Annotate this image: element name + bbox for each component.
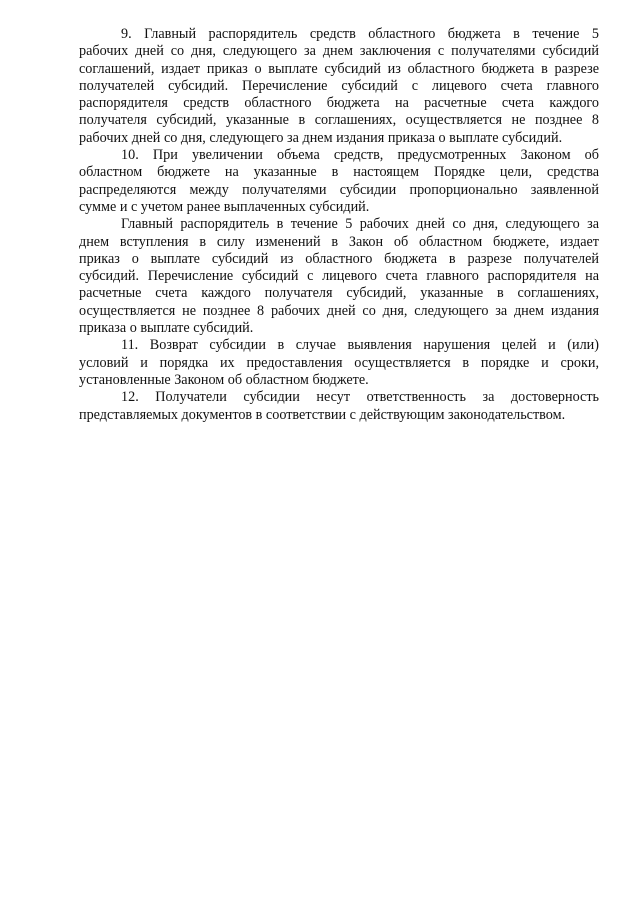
paragraph-line: получателей субсидий. Перечисление субсидий с лицевого счета главного xyxy=(79,77,599,94)
paragraph-line: приказ о выплате субсидий из областного бюджета в разрезе получателей xyxy=(79,250,599,267)
paragraph-item-9 xyxy=(79,26,599,147)
paragraph-line: расчетные счета каждого получателя субсидий, указанные в соглашениях, xyxy=(79,285,599,302)
paragraph-item-10-continuation xyxy=(79,216,599,337)
paragraph-line: субсидий. Перечисление субсидий с лицевого счета главного распорядителя на xyxy=(79,268,599,285)
paragraph-line: представляемых документов в соответствии с действующим законодательством. xyxy=(79,406,566,423)
paragraph-line: Главный распорядитель в течение 5 рабочих дней со дня, следующего за xyxy=(121,216,599,233)
paragraph-item-11 xyxy=(79,337,599,389)
paragraph-line: распорядителя средств областного бюджета на расчетные счета каждого xyxy=(79,95,599,112)
paragraph-line: областном бюджете на указанные в настоящем Порядке цели, средства xyxy=(79,164,599,181)
paragraph-line: 10. При увеличении объема средств, предусмотренных Законом об xyxy=(121,147,599,164)
paragraph-line: условий и порядка их предоставления осуществляется в порядке и сроки, xyxy=(79,354,599,371)
paragraph-line: осуществляется не позднее 8 рабочих дней со дня, следующего за днем издания xyxy=(79,302,599,319)
paragraph-line: распределяются между получателями субсидии пропорционально заявленной xyxy=(79,181,599,198)
paragraph-item-12 xyxy=(79,389,599,424)
paragraph-line: 12. Получатели субсидии несут ответственность за достоверность xyxy=(121,389,599,406)
paragraph-line: приказа о выплате субсидий. xyxy=(79,320,254,337)
paragraph-line: 11. Возврат субсидии в случае выявления нарушения целей и (или) xyxy=(121,337,599,354)
document-body xyxy=(79,26,599,424)
paragraph-line: рабочих дней со дня, следующего за днем заключения с получателями субсидий xyxy=(79,43,599,60)
paragraph-item-10 xyxy=(79,147,599,216)
paragraph-line: 9. Главный распорядитель средств областного бюджета в течение 5 xyxy=(121,26,599,42)
paragraph-line: получателя субсидий, указанные в соглашениях, осуществляется не позднее 8 xyxy=(79,112,599,129)
paragraph-line: соглашений, издает приказ о выплате субсидий из областного бюджета в разрезе xyxy=(79,60,599,77)
paragraph-line: установленные Законом об областном бюджете. xyxy=(79,371,369,388)
paragraph-line: сумме и с учетом ранее выплаченных субсидий. xyxy=(79,198,370,215)
paragraph-line: рабочих дней со дня, следующего за днем издания приказа о выплате субсидий. xyxy=(79,129,563,146)
paragraph-line: днем вступления в силу изменений в Закон об областном бюджете, издает xyxy=(79,233,599,250)
